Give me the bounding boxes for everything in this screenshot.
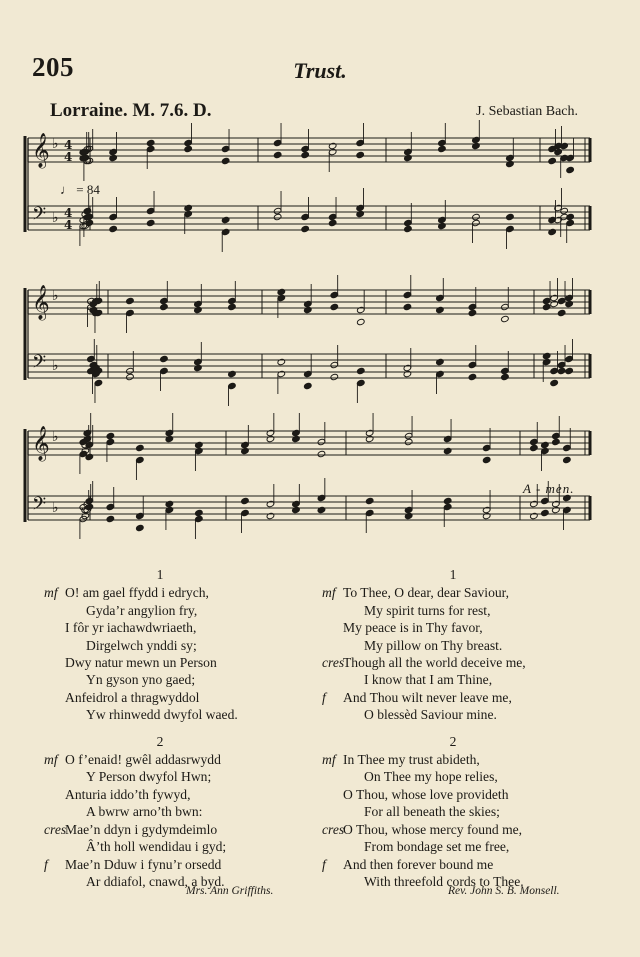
verse-text: A bwrw arno’th bwn: (86, 804, 203, 820)
note-head (277, 288, 286, 295)
verse-line (322, 803, 622, 820)
note-head (542, 352, 551, 359)
note-head (501, 373, 510, 380)
note-head (126, 297, 135, 304)
bass-clef: 𝄢 (32, 204, 47, 229)
verse-line (322, 821, 622, 838)
verse-line (44, 821, 304, 838)
verse-text: Dwy natur mewn un Person (65, 655, 217, 671)
tune-name: Lorraine. M. 7.6. D. (50, 100, 212, 121)
treble-clef: 𝄞 (32, 133, 50, 168)
treble-clef: 𝄞 (32, 285, 50, 320)
verse-line (322, 637, 622, 654)
note-head (165, 500, 174, 507)
verse-line (322, 706, 622, 723)
note-head (404, 225, 413, 232)
note-head (317, 506, 326, 513)
note-head (403, 370, 412, 377)
time-signature: 4 (64, 150, 73, 164)
note-head (365, 497, 374, 504)
verse-line (44, 838, 304, 855)
note-head (317, 450, 326, 457)
verse-text: My pillow on Thy breast. (364, 637, 503, 653)
dynamic-marking: f (322, 689, 326, 705)
note-head (195, 509, 204, 516)
verse-text: My peace is in Thy favor, (343, 620, 483, 636)
verse-line (44, 654, 304, 671)
key-signature-flat: ♭ (52, 358, 59, 374)
key-signature-flat: ♭ (52, 136, 59, 152)
verse-text: Yn gyson yno gaed; (86, 672, 196, 688)
verse-text: O blessèd Saviour mine. (364, 707, 497, 723)
verse-line (322, 768, 622, 785)
note-head (195, 441, 204, 448)
note-head (506, 160, 515, 167)
verse-text: Ar ddiafol, cnawd, a byd. (86, 873, 225, 889)
verse-text: O f’enaid! gwêl addasrwydd (65, 752, 221, 768)
dynamic-marking: f (44, 856, 48, 872)
note-head (472, 142, 481, 149)
note-head (357, 367, 366, 374)
treble-clef: 𝄞 (32, 426, 50, 461)
note-head (541, 509, 550, 516)
verse-line (44, 584, 304, 601)
composer: J. Sebastian Bach. (476, 104, 578, 119)
verse-text: Y Person dwyfol Hwn; (86, 769, 212, 785)
note-head (228, 370, 237, 377)
dynamic-marking: mf (44, 585, 58, 601)
verse-text: To Thee, O dear, dear Saviour, (343, 585, 510, 601)
note-head (482, 456, 491, 463)
note-head (482, 512, 491, 519)
verse-line (322, 671, 622, 688)
time-signature: 4 (64, 218, 73, 232)
key-signature-flat: ♭ (52, 210, 59, 226)
note-head (266, 512, 275, 519)
verse-text: My spirit turns for rest, (364, 602, 491, 618)
dynamic-marking: cres (44, 821, 67, 837)
note-head (565, 300, 574, 307)
note-head (501, 315, 510, 322)
note-head (304, 382, 313, 389)
verse-text: Yw rhinwedd dwyfol waed. (86, 707, 238, 723)
note-head (292, 506, 301, 513)
note-head (438, 222, 447, 229)
verse-line (322, 584, 622, 601)
verse-line (322, 602, 622, 619)
verse-number: 2 (449, 733, 457, 749)
verse-line (44, 637, 304, 654)
verse-text: Mae’n ddyn i gydymdeimlo (65, 821, 218, 837)
note-head (550, 379, 559, 386)
note-head (184, 204, 193, 211)
welsh-author: Mrs. Ann Griffiths. (186, 885, 274, 897)
verse-text: Mae’n Dduw i fynu’r orsedd (65, 856, 222, 872)
note-head (566, 166, 575, 173)
verse-line (44, 768, 304, 785)
verse-text: And Thou wilt never leave me, (343, 689, 512, 705)
note-head (565, 367, 574, 374)
note-head (330, 373, 339, 380)
note-head (330, 303, 339, 310)
note-head (301, 151, 310, 158)
time-signature: 4 (64, 138, 73, 152)
verse-line (44, 786, 304, 803)
note-head (356, 151, 365, 158)
note-head (146, 139, 155, 146)
verse-text: From bondage set me free, (364, 839, 510, 855)
note-head (356, 210, 365, 217)
verse-number: 1 (449, 567, 457, 582)
note-head (136, 524, 145, 531)
key-signature-flat: ♭ (52, 429, 59, 445)
key-signature-flat: ♭ (52, 288, 59, 304)
note-head (404, 154, 413, 161)
note-head (436, 358, 445, 365)
dynamic-marking: mf (322, 752, 336, 768)
verse-line (44, 803, 304, 820)
note-head (160, 355, 169, 362)
note-head (194, 306, 203, 313)
note-head (438, 145, 447, 152)
note-head (221, 216, 230, 223)
note-head (109, 225, 118, 232)
verse-line (44, 619, 304, 636)
note-head (506, 213, 515, 220)
note-head (273, 151, 282, 158)
note-head (443, 447, 452, 454)
note-head (552, 438, 561, 445)
verse-line (322, 751, 622, 768)
verse-text: Though all the world deceive me, (343, 655, 526, 671)
note-head (301, 225, 310, 232)
verse-line (44, 671, 304, 688)
verse-block (44, 751, 304, 890)
verse-text: On Thee my hope relies, (364, 769, 498, 785)
hymn-title: Trust. (293, 58, 347, 83)
note-head (557, 367, 566, 374)
verse-line (322, 786, 622, 803)
note-head (304, 306, 313, 313)
note-head (436, 306, 445, 313)
note-head (194, 364, 203, 371)
note-head (106, 432, 115, 439)
note-head (277, 358, 286, 365)
note-head (468, 309, 477, 316)
verse-block (44, 584, 304, 723)
amen-lyric: A - men. (523, 481, 575, 496)
note-head (404, 438, 413, 445)
verse-line (322, 654, 622, 671)
verse-line (44, 751, 304, 768)
note-head (550, 300, 559, 307)
note-head (221, 157, 230, 164)
verse-line (322, 619, 622, 636)
dynamic-marking: cres (322, 821, 345, 837)
note-head (292, 435, 301, 442)
key-signature-flat: ♭ (52, 500, 59, 516)
verse-text: O Thou, whose mercy found me, (343, 821, 523, 837)
verse-text: And then forever bound me (343, 856, 494, 872)
note-head (160, 303, 169, 310)
dynamic-marking: mf (44, 752, 58, 768)
bass-clef: 𝄢 (32, 352, 47, 377)
welsh-verses (44, 566, 304, 899)
note-head (146, 219, 155, 226)
verse-text: O Thou, whose love provideth (343, 786, 509, 802)
tempo-marking: ♩ = 84 (60, 182, 100, 197)
note-head (273, 213, 282, 220)
note-head (403, 303, 412, 310)
note-head (443, 497, 452, 504)
verse-number: 2 (156, 733, 164, 749)
note-head (548, 228, 557, 235)
note-head (365, 435, 374, 442)
dynamic-marking: mf (322, 585, 336, 601)
note-head (557, 309, 566, 316)
verse-text: I know that I am Thine, (364, 672, 493, 688)
hymn-number: 205 (32, 52, 74, 82)
note-head (328, 142, 337, 149)
note-head (548, 157, 557, 164)
note-head (530, 444, 539, 451)
note-head (184, 145, 193, 152)
verse-line (322, 856, 622, 873)
verse-line (322, 689, 622, 706)
verse-line (322, 838, 622, 855)
verse-line (44, 706, 304, 723)
verse-text: Dirgelwch ynddi sy; (86, 637, 197, 653)
note-head (241, 497, 250, 504)
note-head (472, 213, 481, 220)
note-head (165, 435, 174, 442)
note-head (136, 444, 145, 451)
english-author: Rev. John S. B. Monsell. (448, 885, 560, 897)
note-head (552, 506, 561, 513)
verse-block (322, 751, 622, 890)
dynamic-marking: f (322, 856, 326, 872)
note-head (241, 447, 250, 454)
dynamic-marking: cres (322, 655, 345, 671)
note-head (126, 373, 135, 380)
note-head (542, 303, 551, 310)
verse-line (44, 856, 304, 873)
note-head (530, 512, 539, 519)
note-head (468, 373, 477, 380)
verse-text: With threefold cords to Thee. (364, 873, 524, 889)
verse-text: In Thee my trust abideth, (343, 752, 480, 768)
note-head (106, 515, 115, 522)
verse-text: Â’th holl wendidau i gyd; (86, 839, 227, 855)
verse-text: I fôr yr iachawdwriaeth, (65, 620, 197, 636)
note-head (357, 318, 366, 325)
note-head (109, 154, 118, 161)
verse-number: 1 (156, 567, 164, 582)
verse-text: Gyda’r angylion fry, (86, 602, 198, 618)
time-signature: 4 (64, 206, 73, 220)
verse-line (44, 689, 304, 706)
english-verses (322, 566, 622, 899)
verse-line (44, 602, 304, 619)
note-head (266, 435, 275, 442)
verse-text: Anfeidrol a thragwyddol (65, 689, 200, 705)
verse-block (322, 584, 622, 723)
note-head (541, 441, 550, 448)
note-head (328, 219, 337, 226)
note-head (563, 456, 572, 463)
note-head (404, 512, 413, 519)
verse-text: O! am gael ffydd i edrych, (65, 585, 209, 601)
verse-text: Anturia iddo’th fywyd, (65, 786, 191, 802)
note-head (228, 303, 237, 310)
verse-text: For all beneath the skies; (364, 804, 500, 820)
bass-clef: 𝄢 (32, 494, 47, 519)
